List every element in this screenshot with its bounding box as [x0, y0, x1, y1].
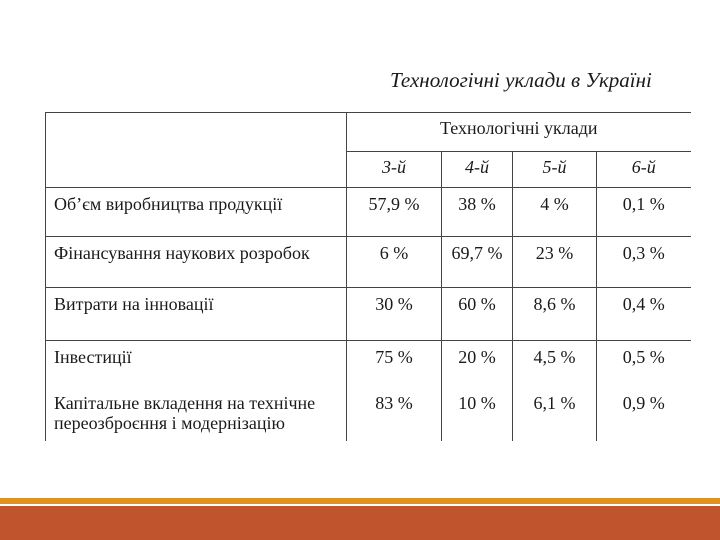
- cell-value: 75 %: [347, 341, 442, 388]
- cell-value: 4,5 %: [513, 341, 597, 388]
- cell-value: 10 %: [442, 387, 513, 441]
- cell-value: 69,7 %: [442, 237, 513, 288]
- cell-value: 0,1 %: [597, 188, 691, 237]
- cell-value: 8,6 %: [513, 288, 597, 341]
- table-row: [46, 237, 691, 288]
- column-header: 3-й: [347, 152, 442, 188]
- accent-bar-thick: [0, 506, 720, 540]
- header-blank-cell: [46, 113, 347, 152]
- table-row: [46, 387, 691, 441]
- row-label: Витрати на інновації: [46, 288, 347, 341]
- cell-value: 6,1 %: [513, 387, 597, 441]
- table-header-row: [46, 113, 691, 152]
- table-row: [46, 341, 691, 388]
- row-label: Капітальне вкладення на технічне переозброєння і модернізацію: [46, 387, 347, 441]
- row-label: Інвестиції: [46, 341, 347, 388]
- row-label: Фінансування наукових розробок: [46, 237, 347, 288]
- cell-value: 0,3 %: [597, 237, 691, 288]
- cell-value: 4 %: [513, 188, 597, 237]
- cell-value: 0,4 %: [597, 288, 691, 341]
- row-label: Об’єм виробництва продукції: [46, 188, 347, 237]
- cell-value: 38 %: [442, 188, 513, 237]
- accent-bar-thin: [0, 498, 720, 504]
- cell-value: 20 %: [442, 341, 513, 388]
- header-blank-cell: [46, 152, 347, 188]
- cell-value: 23 %: [513, 237, 597, 288]
- cell-value: 83 %: [347, 387, 442, 441]
- cell-value: 57,9 %: [347, 188, 442, 237]
- cell-value: 0,5 %: [597, 341, 691, 388]
- column-header: 4-й: [442, 152, 513, 188]
- group-header: Технологічні уклади: [347, 113, 691, 152]
- column-header: 6-й: [597, 152, 691, 188]
- technology-table: [45, 112, 691, 441]
- column-header-row: [46, 152, 691, 188]
- column-header: 5-й: [513, 152, 597, 188]
- cell-value: 6 %: [347, 237, 442, 288]
- table-row: [46, 288, 691, 341]
- table-row: [46, 188, 691, 237]
- cell-value: 30 %: [347, 288, 442, 341]
- cell-value: 60 %: [442, 288, 513, 341]
- page-title: Технологічні уклади в Україні: [390, 68, 652, 92]
- cell-value: 0,9 %: [597, 387, 691, 441]
